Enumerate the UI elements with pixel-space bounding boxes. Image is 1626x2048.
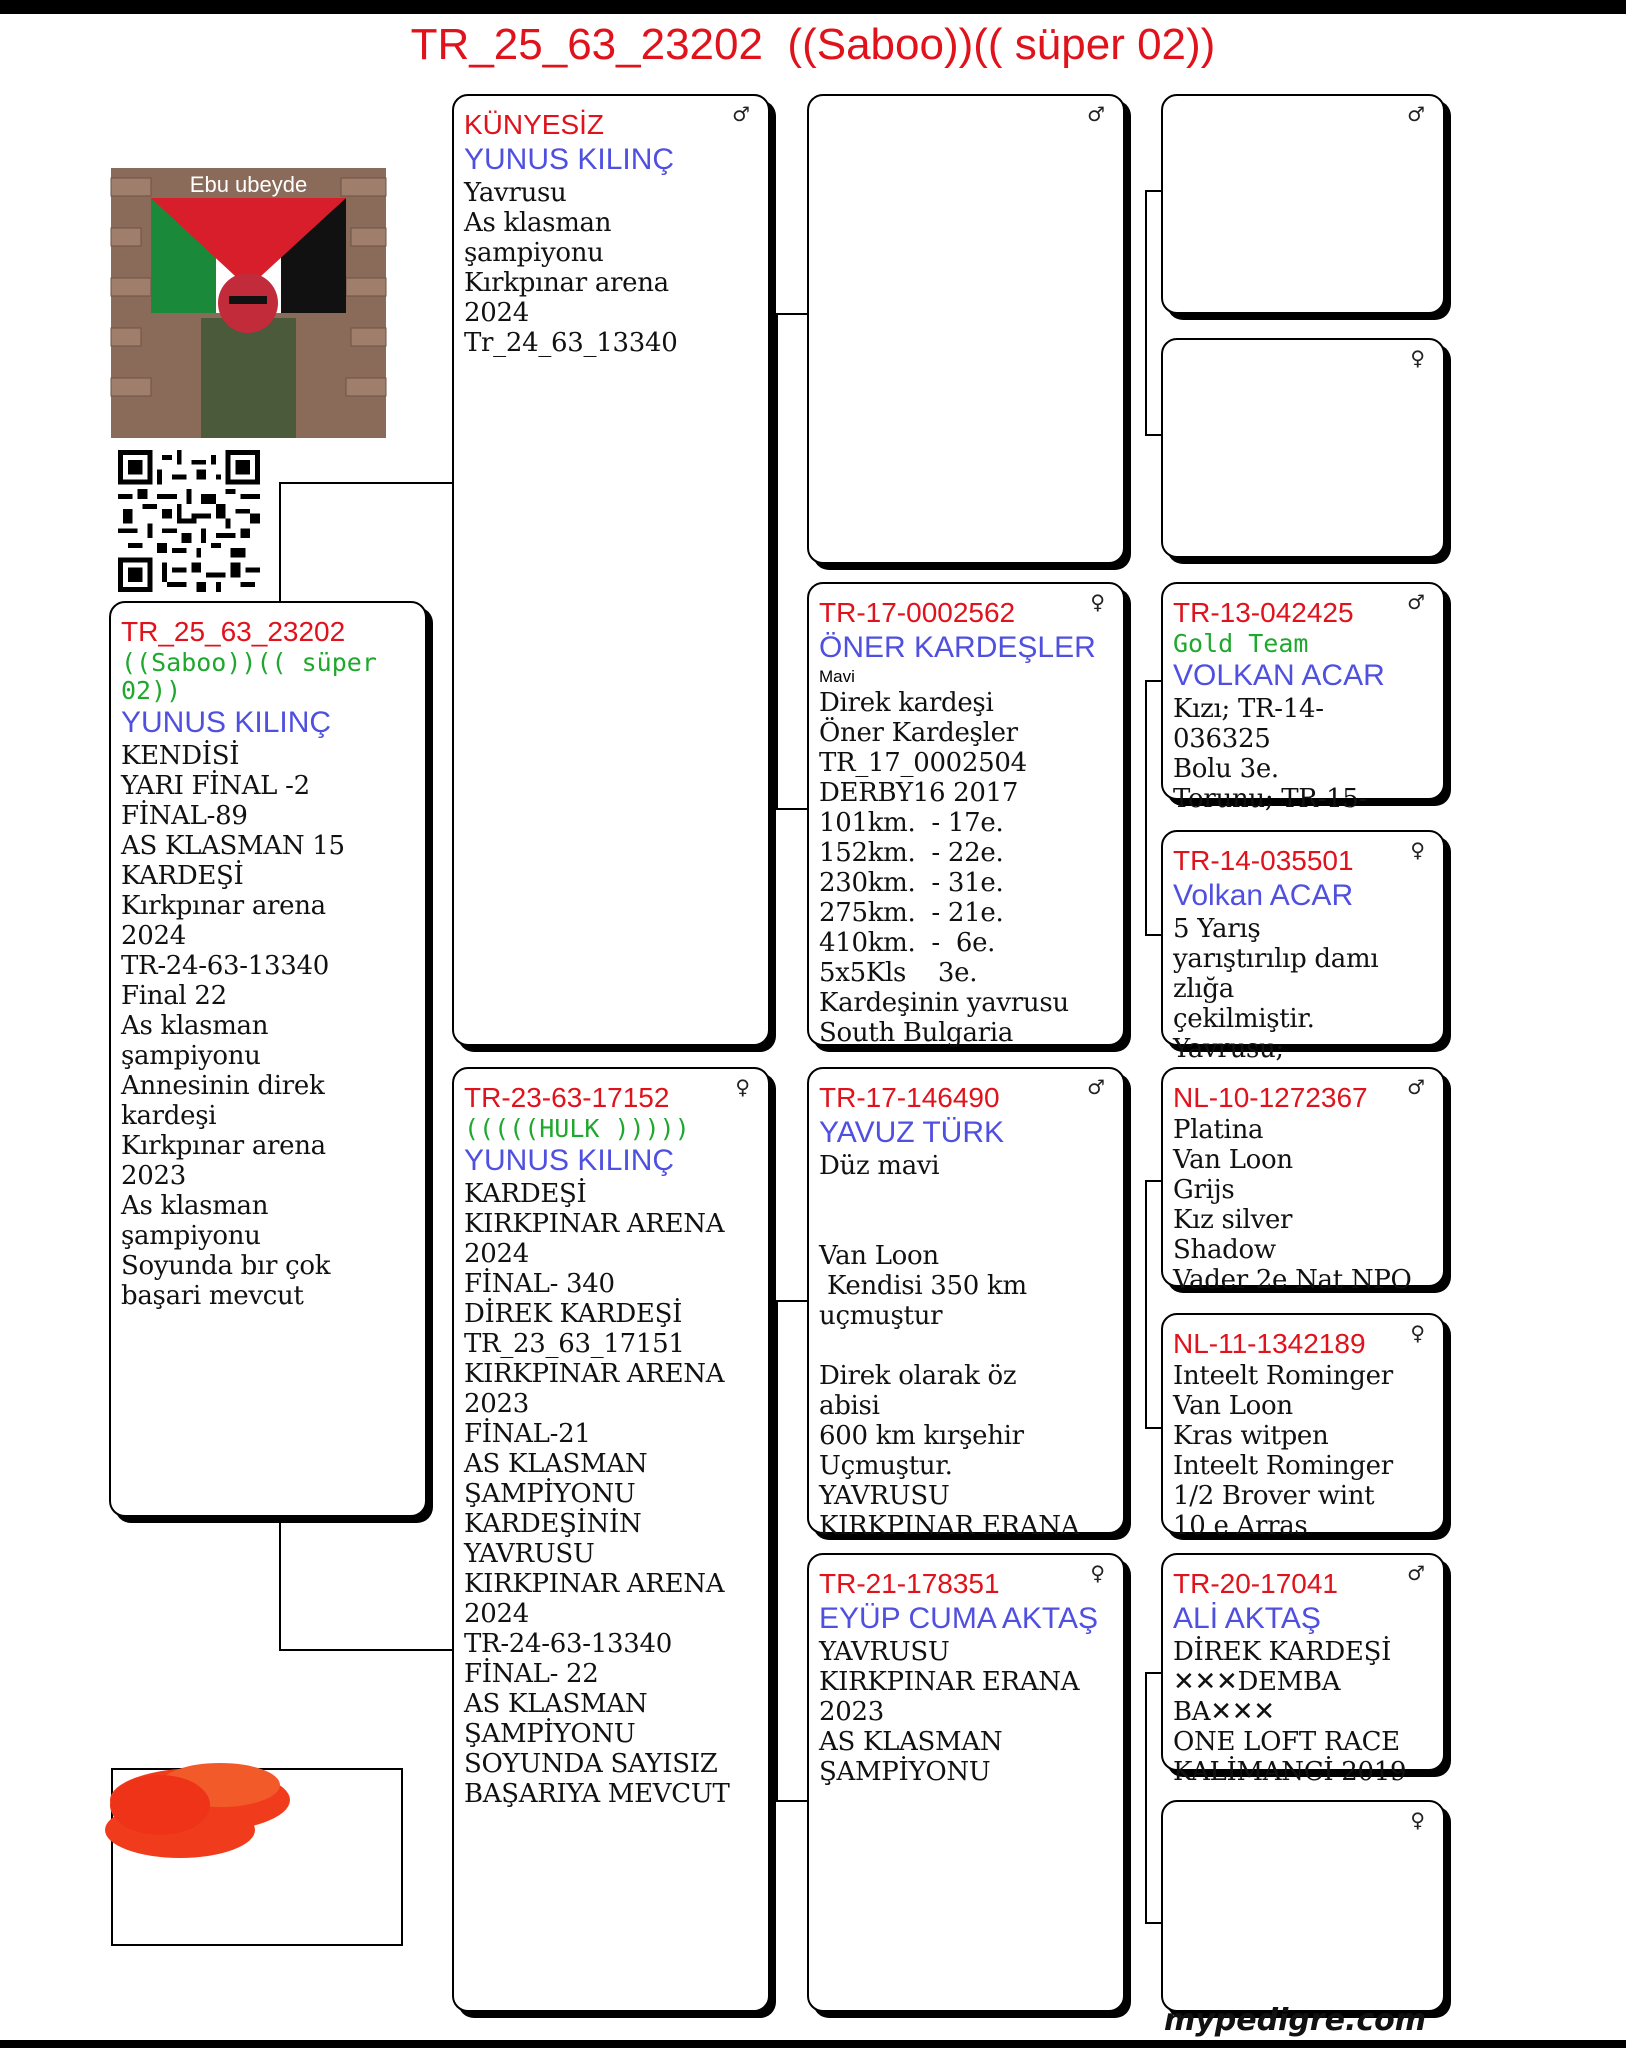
- connector-line: [1145, 1672, 1147, 1924]
- photo-caption: Ebu ubeyde: [189, 172, 308, 197]
- ggp-3-notes: Kızı; TR-14- 036325 Bolu 3e. Torunu; TR-15-: [1173, 694, 1368, 814]
- ggp-card-1[interactable]: [1161, 94, 1445, 314]
- ggp-card-4[interactable]: [1161, 830, 1445, 1064]
- sire-ring: KÜNYESİZ: [464, 109, 605, 140]
- redaction-scribble: [100, 1745, 300, 1875]
- male-icon: ♂: [732, 102, 750, 126]
- connector-line: [776, 1300, 808, 1302]
- connector-line: [776, 808, 808, 810]
- main-bird-card[interactable]: [109, 601, 427, 1517]
- bird-photo: [111, 168, 386, 438]
- dam-dam-notes: YAVRUSU KIRKPINAR ERANA 2023 AS KLASMAN ŞAMPİYONU: [819, 1637, 1080, 1787]
- connector-line: [1145, 1922, 1162, 1924]
- ggp-4-notes: 5 Yarış yarıştırılıp damı zlığa çekilmiştir. Yavrusu;: [1173, 914, 1379, 1064]
- connector-line: [279, 1515, 281, 1650]
- ggp-4-ring: TR-14-035501: [1173, 845, 1354, 876]
- dam-sire-notes: Düz mavi Van Loon Kendisi 350 km uçmuştur Direk olarak öz abisi 600 km kırşehir Uçmuştur. YAVRUSU KIRKPINAR ERANA: [819, 1151, 1080, 1541]
- top-bar: [0, 0, 1626, 14]
- dam-dam-card[interactable]: [807, 1553, 1125, 2012]
- female-icon: ♀: [1090, 1561, 1105, 1585]
- ggp-card-8[interactable]: [1161, 1800, 1445, 2012]
- bottom-bar: [0, 2040, 1626, 2048]
- dam-card[interactable]: [452, 1067, 770, 2012]
- dam-ring: TR-23-63-17152: [464, 1082, 670, 1113]
- ggp-7-ring: TR-20-17041: [1173, 1568, 1338, 1599]
- ggp-card-5[interactable]: [1161, 1067, 1445, 1295]
- sire-card[interactable]: [452, 94, 770, 1046]
- connector-line: [776, 1800, 808, 1802]
- ggp-7-notes: DİREK KARDEŞİ ✕✕✕DEMBA BA✕✕✕ ONE LOFT RACE KALİMANCİ 2019: [1173, 1637, 1407, 1787]
- sire-dam-ring: TR-17-0002562: [819, 597, 1016, 628]
- dam-sire-card[interactable]: [807, 1067, 1125, 1541]
- connector-line: [1145, 190, 1147, 435]
- ggp-card-3[interactable]: [1161, 582, 1445, 814]
- sire-dam-owner: ÖNER KARDEŞLER: [819, 631, 1096, 664]
- connector-line: [279, 1649, 453, 1651]
- ggp-4-owner: Volkan ACAR: [1173, 879, 1354, 912]
- male-icon: ♂: [1407, 102, 1425, 126]
- dam-dam-ring: TR-21-178351: [819, 1568, 1000, 1599]
- male-icon: ♂: [1087, 1075, 1105, 1099]
- ggp-5-notes: Platina Van Loon Grijs Kız silver Shadow Vader 2e Nat NPO: [1173, 1115, 1412, 1295]
- ggp-5-ring: NL-10-1272367: [1173, 1082, 1368, 1113]
- connector-line: [1145, 1180, 1147, 1428]
- connector-line: [1145, 190, 1162, 192]
- sire-dam-color: Mavi: [819, 667, 855, 686]
- dam-dam-owner: EYÜP CUMA AKTAŞ: [819, 1602, 1098, 1635]
- ggp-7-owner: ALİ AKTAŞ: [1173, 1602, 1321, 1635]
- sire-sire-card[interactable]: [807, 94, 1125, 564]
- connector-line: [279, 482, 281, 602]
- sire-owner: YUNUS KILINÇ: [464, 143, 675, 176]
- connector-line: [1145, 934, 1162, 936]
- ggp-3-owner: VOLKAN ACAR: [1173, 659, 1385, 692]
- connector-line: [1145, 680, 1147, 935]
- sire-dam-card[interactable]: [807, 582, 1125, 1046]
- ggp-card-2[interactable]: [1161, 338, 1445, 558]
- footer-brand[interactable]: mypedigre.com: [1163, 2003, 1426, 2038]
- dam-sire-ring: TR-17-146490: [819, 1082, 1000, 1113]
- ggp-3-nick: Gold Team: [1173, 629, 1309, 658]
- dam-notes: KARDEŞİ KIRKPINAR ARENA 2024 FİNAL- 340 DİREK KARDEŞİ TR_23_63_17151 KIRKPINAR ARENA 2023 FİNAL-21 AS KLASMAN ŞAMPİYONU KARDEŞİNİN YAVRUSU KIRKPINAR ARENA 2024 TR-24-63-13340 FİNAL- 22 AS KLASMAN ŞAMPİYONU SOYUNDA SAYISIZ BAŞARIYA MEVCUT: [464, 1179, 730, 1809]
- female-icon: ♀: [1410, 838, 1425, 862]
- female-icon: ♀: [735, 1075, 750, 1099]
- connector-line: [1145, 1672, 1162, 1674]
- female-icon: ♀: [1410, 1321, 1425, 1345]
- ggp-6-ring: NL-11-1342189: [1173, 1328, 1366, 1359]
- qr-code[interactable]: [118, 450, 260, 592]
- main-bird-ring: TR_25_63_23202: [121, 616, 346, 647]
- page-title: TR_25_63_23202 ((Saboo))(( süper 02)): [410, 20, 1216, 69]
- connector-line: [1145, 434, 1162, 436]
- dam-owner: YUNUS KILINÇ: [464, 1144, 675, 1177]
- male-icon: ♂: [1407, 1075, 1425, 1099]
- male-icon: ♂: [1407, 590, 1425, 614]
- connector-line: [1145, 1427, 1162, 1429]
- connector-line: [1145, 680, 1162, 682]
- dam-nick: (((((HULK ))))): [464, 1114, 690, 1143]
- sire-notes: Yavrusu As klasman şampiyonu Kırkpınar arena 2024 Tr_24_63_13340: [464, 178, 678, 358]
- sire-dam-notes: Direk kardeşi Öner Kardeşler TR_17_0002504 DERBY16 2017 101km. - 17e. 152km. - 22e. 230km. - 31e. 275km. - 21e. 410km. - 6e. 5x5Kls 3e. Kardeşinin yavrusu South Bulgaria: [819, 688, 1069, 1048]
- connector-line: [776, 313, 808, 315]
- ggp-3-ring: TR-13-042425: [1173, 597, 1354, 628]
- ggp-card-7[interactable]: [1161, 1553, 1445, 1787]
- main-bird-nick: ((Saboo))(( süper 02)): [121, 648, 392, 705]
- ggp-card-6[interactable]: [1161, 1313, 1445, 1541]
- main-bird-owner: YUNUS KILINÇ: [121, 706, 332, 739]
- male-icon: ♂: [1087, 102, 1105, 126]
- dam-sire-owner: YAVUZ TÜRK: [819, 1116, 1005, 1149]
- connector-line: [1145, 1180, 1162, 1182]
- connector-line: [279, 482, 453, 484]
- main-bird-notes: KENDİSİ YARI FİNAL -2 FİNAL-89 AS KLASMAN 15 KARDEŞİ Kırkpınar arena 2024 TR-24-63-13340 Final 22 As klasman şampiyonu Annesinin direk kardeşi Kırkpınar arena 2023 As klasman şampiyonu Soyunda bır çok başari mevcut: [121, 741, 345, 1311]
- female-icon: ♀: [1410, 1808, 1425, 1832]
- male-icon: ♂: [1407, 1561, 1425, 1585]
- female-icon: ♀: [1090, 590, 1105, 614]
- ggp-6-notes: Inteelt Rominger Van Loon Kras witpen Inteelt Rominger 1/2 Brover wint 10 e Arras: [1173, 1361, 1393, 1541]
- female-icon: ♀: [1410, 346, 1425, 370]
